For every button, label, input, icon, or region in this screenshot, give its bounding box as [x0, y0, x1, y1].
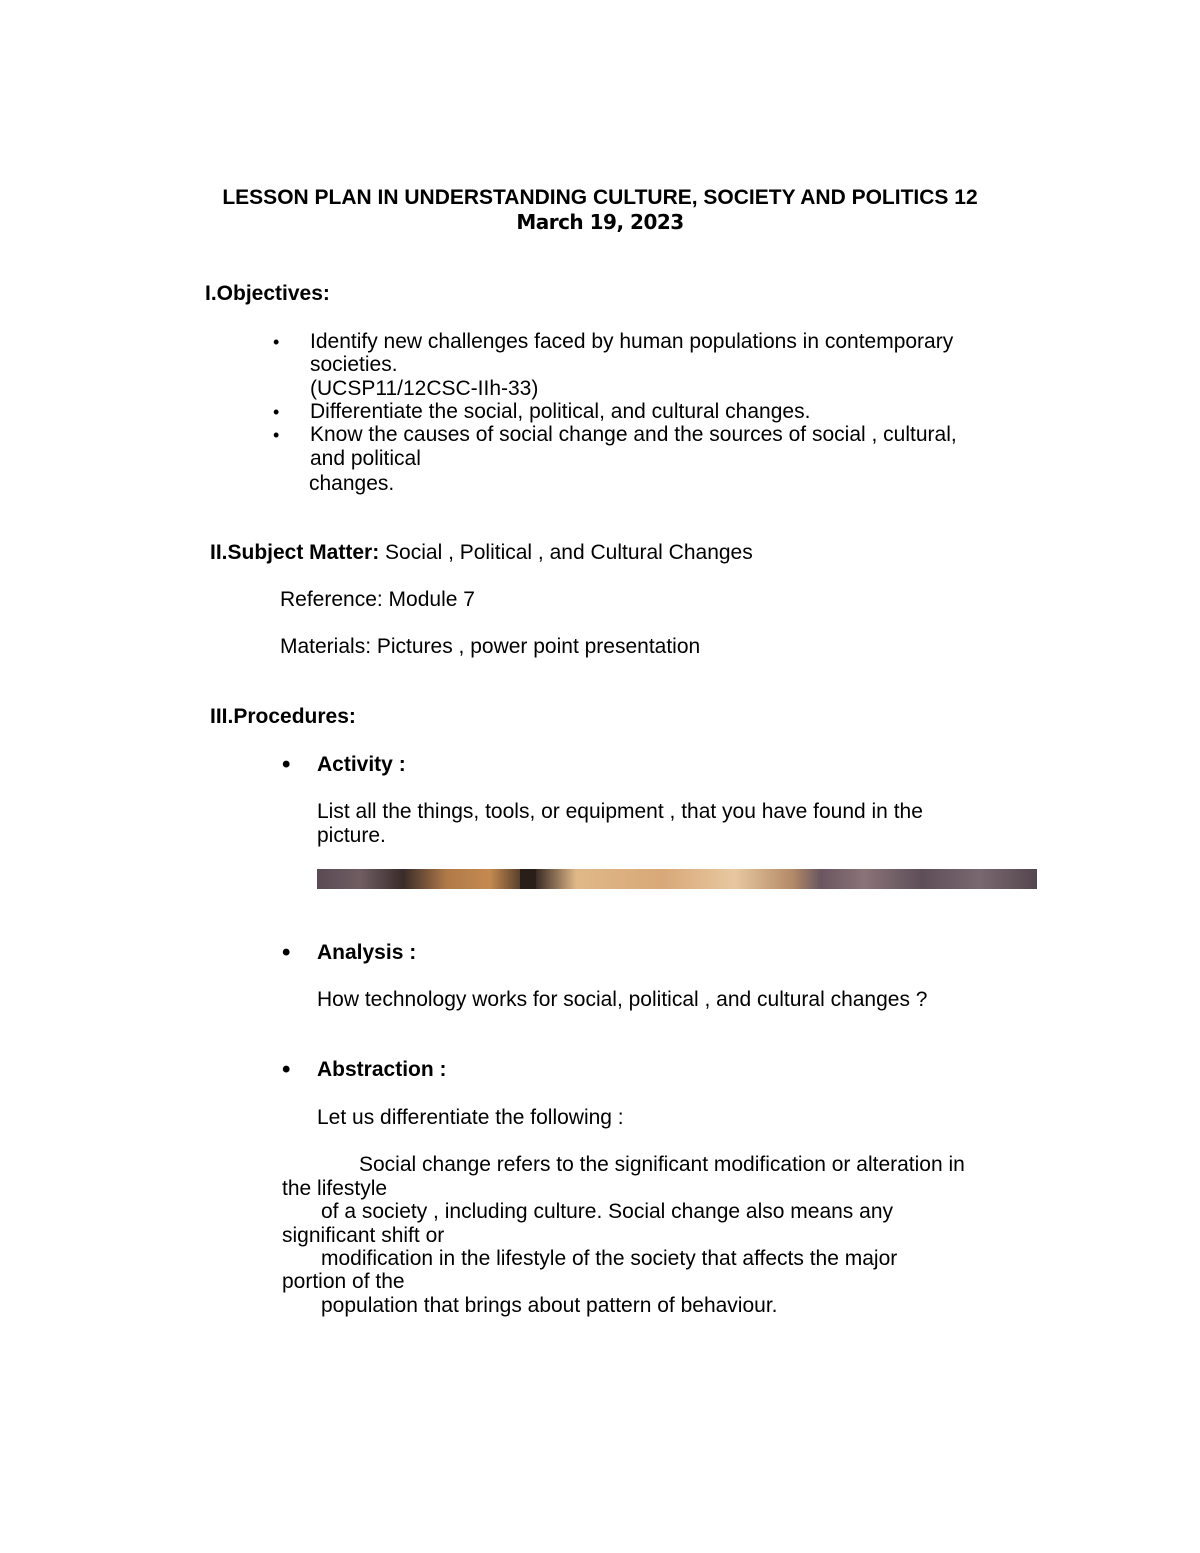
objective-2-line1: Differentiate the social, political, and cultural changes. — [310, 400, 811, 423]
abstraction-intro: Let us differentiate the following : — [317, 1106, 624, 1129]
objectives-heading: I.Objectives: — [205, 282, 330, 305]
objective-1-line2: societies. — [310, 353, 398, 376]
activity-picture-detail — [520, 869, 536, 889]
paragraph-line: of a society , including culture. Social change also means any — [321, 1200, 893, 1223]
paragraph-line: Social change refers to the significant modification or alteration in — [359, 1153, 965, 1176]
subject-matter-line — [210, 541, 753, 564]
activity-line2: picture. — [317, 824, 386, 847]
document-title: LESSON PLAN IN UNDERSTANDING CULTURE, SOCIETY AND POLITICS 12 — [222, 186, 978, 209]
objective-3-line2: and political — [310, 447, 421, 470]
paragraph-line: the lifestyle — [282, 1177, 388, 1200]
reference-text: Reference: Module 7 — [280, 588, 475, 611]
paragraph-line: modification in the lifestyle of the society that affects the major — [321, 1247, 898, 1270]
subject-matter-value: Social , Political , and Cultural Changes — [379, 541, 753, 564]
analysis-label: Analysis : — [317, 941, 417, 964]
bullet-icon: • — [282, 1056, 291, 1083]
subject-matter-heading: II.Subject Matter: — [210, 541, 380, 564]
analysis-text: How technology works for social, political , and cultural changes ? — [317, 988, 928, 1011]
paragraph-line: population that brings about pattern of behaviour. — [321, 1294, 778, 1317]
objective-1-line1: Identify new challenges faced by human populations in contemporary — [310, 330, 954, 353]
paragraph-line: portion of the — [282, 1270, 405, 1293]
bullet-icon: • — [282, 939, 291, 966]
materials-text: Materials: Pictures , power point presentation — [280, 635, 701, 658]
objective-3-line1: Know the causes of social change and the sources of social , cultural, — [310, 423, 957, 446]
bullet-icon: • — [273, 402, 280, 422]
procedures-heading: III.Procedures: — [210, 705, 356, 728]
activity-picture — [317, 869, 1037, 889]
bullet-icon: • — [282, 751, 291, 778]
activity-label: Activity : — [317, 753, 406, 776]
document-date: March 19, 2023 — [516, 210, 684, 234]
paragraph-line: significant shift or — [282, 1224, 445, 1247]
objective-1-code: (UCSP11/12CSC-IIh-33) — [310, 377, 539, 400]
objective-3-line3: changes. — [309, 472, 395, 495]
bullet-icon: • — [273, 332, 280, 352]
abstraction-label: Abstraction : — [317, 1058, 447, 1081]
activity-line1: List all the things, tools, or equipment , that you have found in the — [317, 800, 923, 823]
bullet-icon: • — [273, 425, 280, 445]
